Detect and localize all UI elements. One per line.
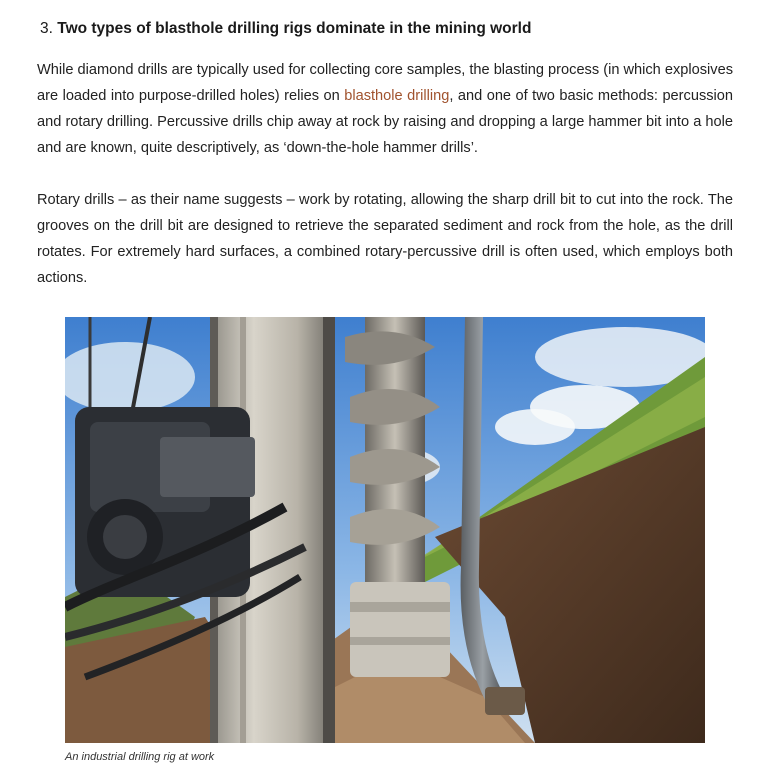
blasthole-drilling-link[interactable]: blasthole drilling <box>344 88 450 104</box>
drilling-rig-photo <box>65 317 705 743</box>
section-title: Two types of blasthole drilling rigs dominate in the mining world <box>57 20 532 37</box>
paragraph-percussion <box>37 57 733 161</box>
section-heading <box>40 18 531 40</box>
section-number: 3. <box>40 20 53 37</box>
paragraph1-text-end: , and one of two basic methods: percussion and rotary drilling. Percussive drills chip away at rock by raising and dropping a large hammer bit into a hole and are known, quite descriptively, as ‘down-the-hole hammer drills’. <box>37 88 734 156</box>
paragraph-rotary: Rotary drills – as their name suggests – work by rotating, allowing the sharp drill bit to cut into the rock. The grooves on the drill bit are designed to retrieve the separated sediment and rock from the hole, as the drill rotates. For extremely hard surfaces, a combined rotary-percussive drill is often used, which employs both actions. <box>37 192 733 286</box>
image-caption: An industrial drilling rig at work <box>65 751 215 763</box>
paragraph1-text-start: While diamond drills are typically used for collecting core samples, the blasting process (in which explosives are loaded into purpose-drilled holes) relies on <box>37 62 733 104</box>
